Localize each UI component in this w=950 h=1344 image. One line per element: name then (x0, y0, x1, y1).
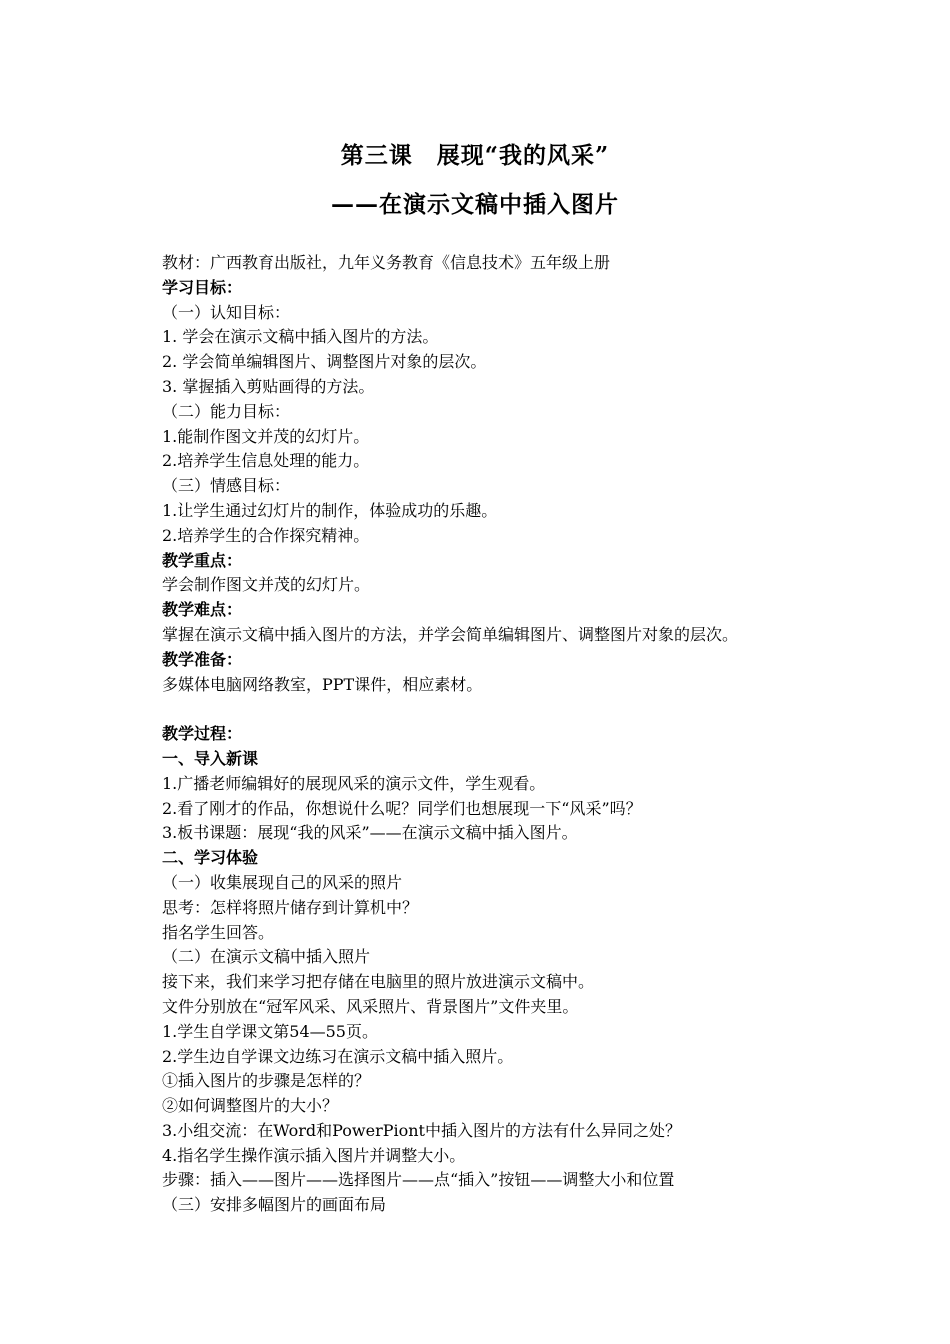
text-line: 接下来，我们来学习把存储在电脑里的照片放进演示文稿中。 (162, 972, 595, 992)
text-line: ②如何调整图片的大小？ (162, 1096, 339, 1116)
section-heading: 教学难点： (162, 600, 243, 620)
lesson-subtitle: ——在演示文稿中插入图片 (331, 191, 619, 218)
section-heading: 二、学习体验 (162, 848, 259, 868)
text-line: （二）能力目标： (162, 401, 291, 421)
text-line: 1. 学会在演示文稿中插入图片的方法。 (162, 327, 439, 347)
section-heading: 一、导入新课 (162, 748, 259, 768)
text-line: （一）认知目标： (162, 302, 291, 322)
text-line: 2.看了刚才的作品，你想说什么呢？同学们也想展现一下“风采”吗？ (162, 798, 642, 818)
text-line: （三）安排多幅图片的画面布局 (162, 1195, 387, 1215)
text-line: 1.让学生通过幻灯片的制作，体验成功的乐趣。 (162, 500, 498, 520)
text-line: 文件分别放在“冠军风采、风采照片、背景图片”文件夹里。 (162, 996, 579, 1016)
text-line: ①插入图片的步骤是怎样的？ (162, 1071, 371, 1091)
text-line: 3.板书课题：展现“我的风采”——在演示文稿中插入图片。 (162, 823, 578, 843)
text-line: 掌握在演示文稿中插入图片的方法，并学会简单编辑图片、调整图片对象的层次。 (162, 624, 739, 644)
text-line: 3. 掌握插入剪贴画得的方法。 (162, 376, 375, 396)
text-line: 2.培养学生的合作探究精神。 (162, 525, 370, 545)
text-line: （二）在演示文稿中插入照片 (162, 947, 371, 967)
text-line: 1.能制作图文并茂的幻灯片。 (162, 426, 370, 446)
text-line: 1.学生自学课文第54—55页。 (162, 1021, 378, 1041)
text-line: 多媒体电脑网络教室，PPT课件，相应素材。 (162, 674, 483, 694)
section-heading: 教学重点： (162, 550, 243, 570)
section-heading: 教学准备： (162, 649, 243, 669)
text-line: 2. 学会简单编辑图片、调整图片对象的层次。 (162, 352, 487, 372)
text-line: 4.指名学生操作演示插入图片并调整大小。 (162, 1145, 466, 1165)
section-heading: 教学过程： (162, 724, 243, 744)
text-line: 2.培养学生信息处理的能力。 (162, 451, 370, 471)
text-line: 指名学生回答。 (162, 922, 275, 942)
document-body (162, 251, 852, 1218)
text-line: 思考：怎样将照片储存到计算机中？ (162, 897, 419, 917)
text-line: 教材：广西教育出版社，九年义务教育《信息技术》五年级上册 (162, 253, 611, 272)
blank-line (162, 697, 852, 722)
text-line: （一）收集展现自己的风采的照片 (162, 872, 403, 892)
text-line: 步骤：插入——图片——选择图片——点“插入”按钮——调整大小和位置 (162, 1170, 675, 1190)
text-line: 学会制作图文并茂的幻灯片。 (162, 575, 371, 595)
text-line: 2.学生边自学课文边练习在演示文稿中插入照片。 (162, 1046, 514, 1066)
lesson-title: 第三课 展现“我的风采” (340, 142, 610, 169)
text-line: （三）情感目标： (162, 476, 291, 496)
text-line: 3.小组交流：在Word和PowerPiont中插入图片的方法有什么异同之处？ (162, 1120, 681, 1140)
text-line: 1.广播老师编辑好的展现风采的演示文件，学生观看。 (162, 773, 546, 793)
section-heading: 学习目标： (162, 277, 243, 297)
